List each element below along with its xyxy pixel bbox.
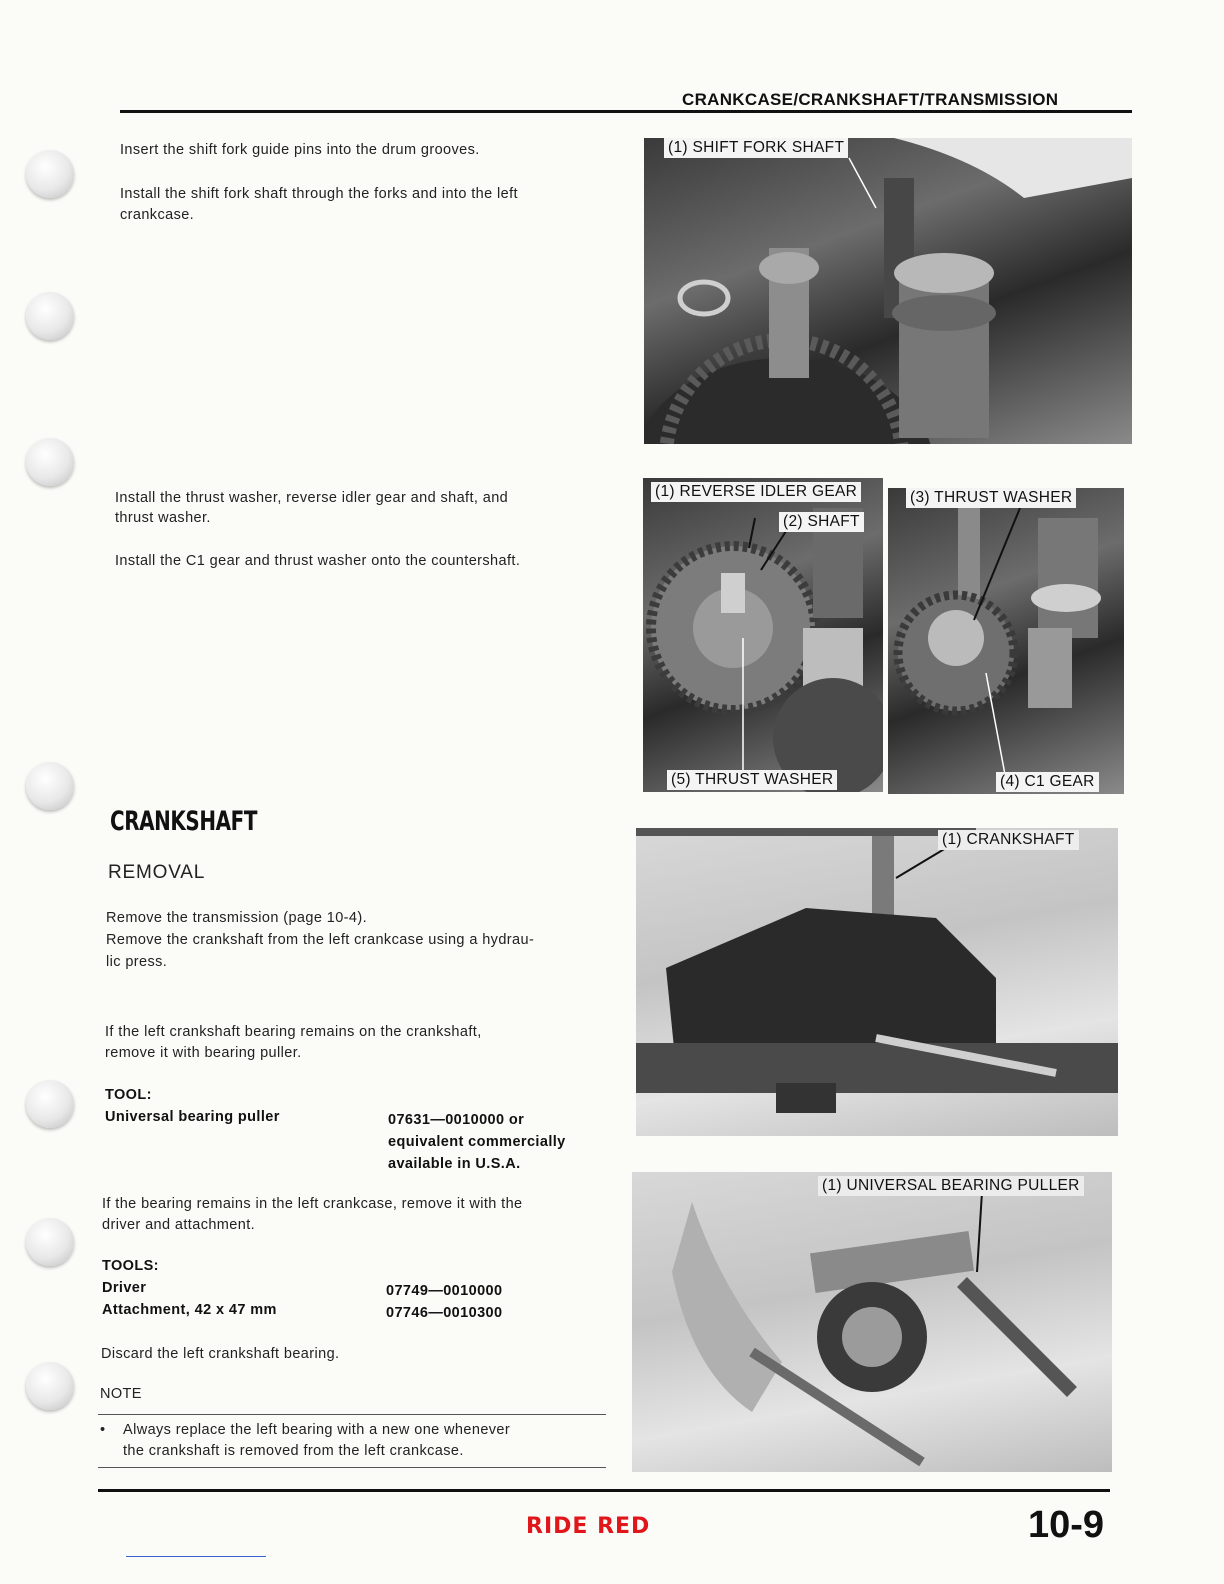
figure-label: (1) SHIFT FORK SHAFT [664,138,848,158]
binder-hole [26,1218,74,1266]
binder-hole [26,150,74,198]
removal-text: remove it with bearing puller. [105,1045,302,1061]
tool-number: equivalent commercially [388,1134,566,1150]
section-subtitle: REMOVAL [108,862,206,883]
step-text: thrust washer. [115,510,211,526]
step-text: Install the shift fork shaft through the forks and into the left [120,186,518,202]
tool-number: available in U.S.A. [388,1156,521,1172]
figure-label: (3) THRUST WASHER [906,488,1076,508]
crankshaft-press-photo [636,828,1118,1136]
figure-label: (1) REVERSE IDLER GEAR [651,482,861,502]
figure-label: (5) THRUST WASHER [667,770,837,790]
reverse-idler-gear-photo [643,478,883,792]
puller-illustration [632,1172,1112,1472]
binder-hole [26,292,74,340]
tool-number: 07631—0010000 or [388,1112,525,1128]
c1-gear-photo [888,488,1124,794]
figure-label: (1) UNIVERSAL BEARING PULLER [818,1176,1084,1196]
brand-logo: RIDE RED [526,1514,651,1539]
step-text: Insert the shift fork guide pins into the drum grooves. [120,142,480,158]
step-text: Install the thrust washer, reverse idler gear and shaft, and [115,490,509,506]
figure-label: (1) CRANKSHAFT [938,830,1079,850]
tool-name: Attachment, 42 x 47 mm [102,1302,277,1318]
c1-gear-illustration [888,488,1124,794]
removal-text: If the left crankshaft bearing remains on the crankshaft, [105,1024,482,1040]
removal-text: lic press. [106,954,168,970]
removal-text: Discard the left crankshaft bearing. [101,1346,340,1362]
bottom-mark [126,1556,266,1557]
footer-rule [98,1489,1110,1492]
section-title: CRANKSHAFT [110,806,258,837]
figure-label: (2) SHAFT [779,512,864,532]
tool-heading: TOOL: [105,1087,152,1103]
tools-heading: TOOLS: [102,1258,159,1274]
binder-hole [26,762,74,810]
page-header-title: CRANKCASE/CRANKSHAFT/TRANSMISSION [682,90,1059,109]
tool-name: Universal bearing puller [105,1109,280,1125]
note-text: the crankshaft is removed from the left crankcase. [123,1443,464,1459]
step-text: Install the C1 gear and thrust washer onto the countershaft. [115,553,521,569]
note-text: Always replace the left bearing with a new one whenever [123,1422,511,1438]
step-text: crankcase. [120,207,195,223]
figure-label: (4) C1 GEAR [996,772,1099,792]
binder-hole [26,1362,74,1410]
page-number: 10-9 [1028,1504,1105,1546]
tool-name: Driver [102,1280,147,1296]
removal-text: driver and attachment. [102,1217,256,1233]
bearing-puller-photo [632,1172,1112,1472]
note-heading: NOTE [100,1386,142,1402]
note-bullet: • [100,1422,106,1438]
tool-number: 07749—0010000 [386,1283,503,1299]
tool-number: 07746—0010300 [386,1305,503,1321]
note-rule-bottom [98,1467,606,1468]
press-illustration [636,828,1118,1136]
shift-fork-shaft-photo [644,138,1132,444]
removal-text: Remove the crankshaft from the left crankcase using a hydrau- [106,932,535,948]
note-rule-top [98,1414,606,1415]
binder-hole [26,438,74,486]
transmission-illustration [644,138,1132,444]
binder-hole [26,1080,74,1128]
removal-text: If the bearing remains in the left crankcase, remove it with the [102,1196,523,1212]
header-rule [120,110,1132,113]
removal-text: Remove the transmission (page 10-4). [106,910,368,926]
